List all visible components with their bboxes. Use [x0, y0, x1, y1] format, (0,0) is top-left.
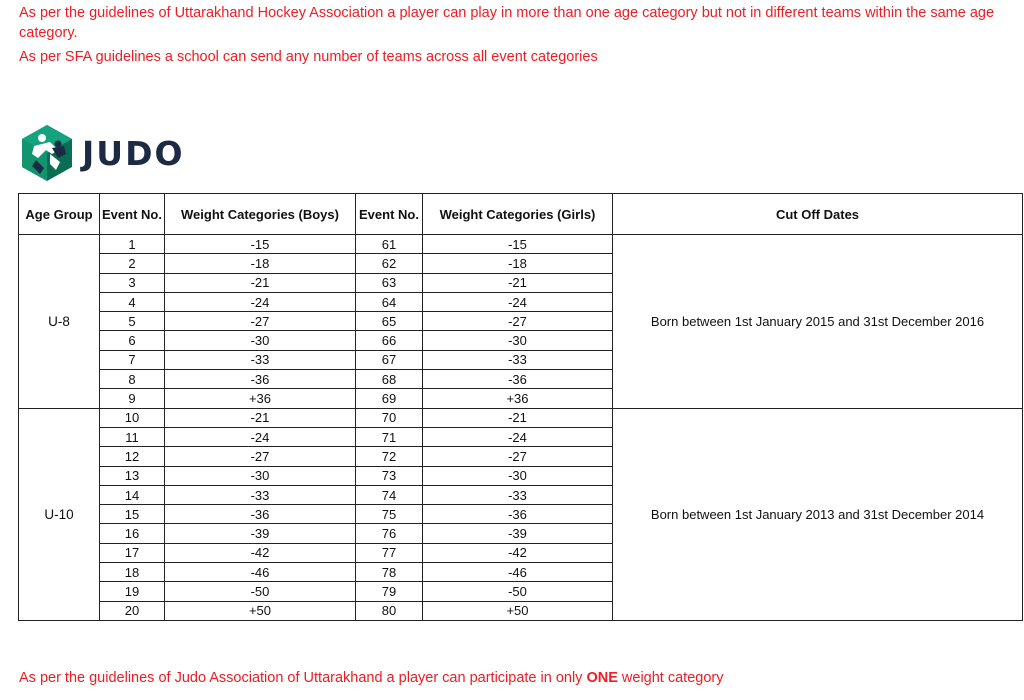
- header-cut-off-dates: Cut Off Dates: [613, 194, 1023, 235]
- boys-event-no-cell: 20: [100, 601, 165, 620]
- boys-event-no-cell: 15: [100, 505, 165, 524]
- girls-event-no-cell: 65: [356, 312, 423, 331]
- table-header-row: [19, 194, 1023, 235]
- girls-weight-cell: -36: [423, 505, 613, 524]
- logo-title: JUDO: [82, 133, 185, 173]
- boys-weight-cell: -21: [165, 273, 356, 292]
- girls-weight-cell: -30: [423, 331, 613, 350]
- age-group-cell: U-10: [19, 408, 100, 620]
- boys-weight-cell: -27: [165, 447, 356, 466]
- boys-weight-cell: -24: [165, 292, 356, 311]
- boys-event-no-cell: 19: [100, 582, 165, 601]
- girls-weight-cell: -33: [423, 485, 613, 504]
- girls-weight-cell: -30: [423, 466, 613, 485]
- girls-event-no-cell: 61: [356, 235, 423, 254]
- boys-event-no-cell: 10: [100, 408, 165, 427]
- table-row: [19, 235, 1023, 254]
- boys-weight-cell: -27: [165, 312, 356, 331]
- girls-weight-cell: -21: [423, 408, 613, 427]
- boys-weight-cell: -30: [165, 331, 356, 350]
- girls-weight-cell: +36: [423, 389, 613, 408]
- note-sfa-guideline: As per SFA guidelines a school can send any number of teams across all event categories: [19, 49, 598, 65]
- girls-weight-cell: -36: [423, 370, 613, 389]
- girls-event-no-cell: 79: [356, 582, 423, 601]
- judo-events-table: [18, 193, 1023, 621]
- girls-weight-cell: -24: [423, 427, 613, 446]
- boys-weight-cell: -46: [165, 563, 356, 582]
- judo-logo: [20, 124, 185, 182]
- boys-event-no-cell: 18: [100, 563, 165, 582]
- boys-weight-cell: +50: [165, 601, 356, 620]
- girls-event-no-cell: 80: [356, 601, 423, 620]
- girls-event-no-cell: 76: [356, 524, 423, 543]
- note-judo-prefix: As per the guidelines of Judo Association of Uttarakhand a player can participate in only: [19, 670, 587, 686]
- boys-weight-cell: -18: [165, 254, 356, 273]
- girls-event-no-cell: 72: [356, 447, 423, 466]
- girls-weight-cell: -18: [423, 254, 613, 273]
- header-event-no-girls: Event No.: [356, 194, 423, 235]
- cut-off-date-cell: Born between 1st January 2013 and 31st December 2014: [613, 408, 1023, 620]
- girls-weight-cell: -33: [423, 350, 613, 369]
- boys-event-no-cell: 3: [100, 273, 165, 292]
- boys-event-no-cell: 5: [100, 312, 165, 331]
- girls-event-no-cell: 73: [356, 466, 423, 485]
- boys-weight-cell: -39: [165, 524, 356, 543]
- boys-event-no-cell: 13: [100, 466, 165, 485]
- girls-weight-cell: -21: [423, 273, 613, 292]
- girls-event-no-cell: 69: [356, 389, 423, 408]
- girls-weight-cell: -27: [423, 312, 613, 331]
- note-judo-emphasis: ONE: [586, 670, 618, 686]
- boys-weight-cell: -15: [165, 235, 356, 254]
- boys-event-no-cell: 12: [100, 447, 165, 466]
- girls-event-no-cell: 62: [356, 254, 423, 273]
- girls-event-no-cell: 68: [356, 370, 423, 389]
- girls-event-no-cell: 63: [356, 273, 423, 292]
- girls-event-no-cell: 66: [356, 331, 423, 350]
- cut-off-date-cell: Born between 1st January 2015 and 31st December 2016: [613, 235, 1023, 409]
- girls-weight-cell: -39: [423, 524, 613, 543]
- age-group-cell: U-8: [19, 235, 100, 409]
- boys-event-no-cell: 2: [100, 254, 165, 273]
- boys-weight-cell: -30: [165, 466, 356, 485]
- boys-event-no-cell: 17: [100, 543, 165, 562]
- boys-weight-cell: -24: [165, 427, 356, 446]
- note-judo-guideline: [19, 668, 1009, 688]
- boys-weight-cell: -33: [165, 350, 356, 369]
- girls-event-no-cell: 70: [356, 408, 423, 427]
- note-judo-suffix: weight category: [617, 670, 724, 686]
- girls-event-no-cell: 74: [356, 485, 423, 504]
- girls-event-no-cell: 67: [356, 350, 423, 369]
- boys-weight-cell: -21: [165, 408, 356, 427]
- girls-weight-cell: +50: [423, 601, 613, 620]
- boys-weight-cell: +36: [165, 389, 356, 408]
- girls-weight-cell: -15: [423, 235, 613, 254]
- header-weight-boys: Weight Categories (Boys): [165, 194, 356, 235]
- girls-event-no-cell: 77: [356, 543, 423, 562]
- girls-weight-cell: -42: [423, 543, 613, 562]
- girls-event-no-cell: 78: [356, 563, 423, 582]
- girls-weight-cell: -27: [423, 447, 613, 466]
- boys-weight-cell: -50: [165, 582, 356, 601]
- boys-weight-cell: -33: [165, 485, 356, 504]
- girls-weight-cell: -50: [423, 582, 613, 601]
- boys-event-no-cell: 8: [100, 370, 165, 389]
- boys-weight-cell: -36: [165, 370, 356, 389]
- boys-weight-cell: -42: [165, 543, 356, 562]
- girls-weight-cell: -24: [423, 292, 613, 311]
- note-hockey-guideline: As per the guidelines of Uttarakhand Hockey Association a player can play in more than one age category but not in different teams within the same age category.: [19, 5, 995, 41]
- boys-event-no-cell: 14: [100, 485, 165, 504]
- boys-event-no-cell: 9: [100, 389, 165, 408]
- girls-event-no-cell: 75: [356, 505, 423, 524]
- girls-event-no-cell: 64: [356, 292, 423, 311]
- header-event-no-boys: Event No.: [100, 194, 165, 235]
- girls-event-no-cell: 71: [356, 427, 423, 446]
- boys-event-no-cell: 7: [100, 350, 165, 369]
- boys-event-no-cell: 6: [100, 331, 165, 350]
- boys-event-no-cell: 16: [100, 524, 165, 543]
- boys-event-no-cell: 1: [100, 235, 165, 254]
- boys-event-no-cell: 4: [100, 292, 165, 311]
- header-age-group: Age Group: [19, 194, 100, 235]
- judo-icon: [20, 124, 74, 182]
- header-weight-girls: Weight Categories (Girls): [423, 194, 613, 235]
- boys-weight-cell: -36: [165, 505, 356, 524]
- boys-event-no-cell: 11: [100, 427, 165, 446]
- girls-weight-cell: -46: [423, 563, 613, 582]
- table-row: [19, 408, 1023, 427]
- table-body: [19, 235, 1023, 621]
